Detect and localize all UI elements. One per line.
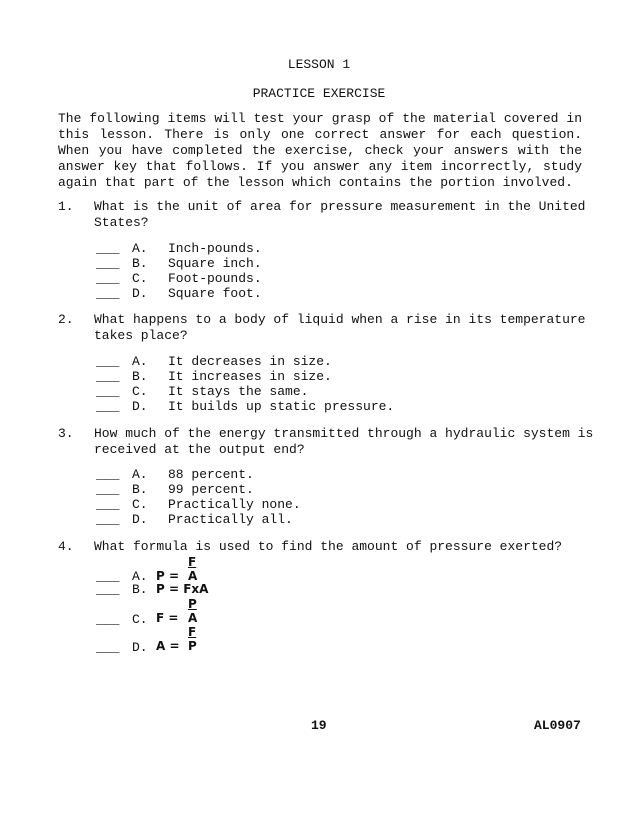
answer-blank[interactable]: ___ [96,482,120,497]
question-line: States? [94,215,149,230]
choice-text: It decreases in size. [168,354,332,369]
page-number: 19 [311,718,327,733]
instructions-line: answer key that follows. If you answer any item incorrectly, study [58,159,582,174]
choice-4d[interactable] [96,640,148,655]
answer-blank[interactable]: ___ [96,286,120,301]
choice-1d[interactable] [96,286,262,301]
choice-letter: B. [132,369,148,384]
choice-text: Square inch. [168,256,262,271]
formula-a-lhs: P = [156,569,180,583]
question-line: received at the output end? [94,442,305,457]
question-line: How much of the energy transmitted through a hydraulic system is [94,426,594,441]
choice-letter: D. [132,399,148,414]
choice-letter: B. [132,256,148,271]
formula-a-denominator: A [188,569,198,583]
formula-d-lhs: A = [156,639,180,653]
question-text [94,312,586,344]
choice-text: 99 percent. [168,482,254,497]
exercise-title: PRACTICE EXERCISE [252,86,386,101]
answer-blank[interactable]: ___ [96,271,120,286]
choice-letter: C. [132,497,148,512]
question-text [94,426,594,458]
question-number: 3. [58,426,74,441]
choice-letter: B. [132,582,148,597]
question-text [94,199,586,231]
answer-blank[interactable]: ___ [96,354,120,369]
question-line: takes place? [94,328,188,343]
document-code: AL0907 [534,718,581,733]
choice-letter: A. [132,241,148,256]
choice-letter: C. [132,384,148,399]
choice-2a[interactable] [96,354,332,369]
answer-blank[interactable]: ___ [96,612,120,627]
instructions-line: again that part of the lesson which contains the portion involved. [58,175,573,190]
choice-letter: C. [132,271,148,286]
question-text [94,539,582,555]
answer-blank[interactable]: ___ [96,241,120,256]
lesson-title: LESSON 1 [287,57,351,72]
choice-letter: A. [132,354,148,369]
choice-3d[interactable] [96,512,293,527]
answer-blank[interactable]: ___ [96,640,120,655]
choice-text: 88 percent. [168,467,254,482]
formula-d-denominator: P [188,639,197,653]
choice-2d[interactable] [96,399,395,414]
choice-text: It stays the same. [168,384,309,399]
choice-1c[interactable] [96,271,262,286]
answer-blank[interactable]: ___ [96,256,120,271]
choice-text: Practically none. [168,497,301,512]
question-number: 2. [58,312,74,327]
choice-3a[interactable] [96,467,254,482]
question-number: 1. [58,199,74,214]
choice-3c[interactable] [96,497,301,512]
formula-c-numerator: P [188,597,197,611]
formula-a-numerator: F [188,555,197,569]
choice-letter: C. [132,612,148,627]
choice-2c[interactable] [96,384,309,399]
answer-blank[interactable]: ___ [96,497,120,512]
instructions-paragraph [58,111,582,191]
choice-1b[interactable] [96,256,262,271]
question-number: 4. [58,539,74,554]
answer-blank[interactable]: ___ [96,512,120,527]
instructions-line: The following items will test your grasp of the material covered in [58,111,582,126]
choice-letter: A. [132,467,148,482]
formula-d-numerator: F [188,625,197,639]
choice-text: Inch-pounds. [168,241,262,256]
choice-1a[interactable] [96,241,262,256]
answer-blank[interactable]: ___ [96,369,120,384]
choice-letter: D. [132,640,148,655]
choice-text: It increases in size. [168,369,332,384]
choice-letter: A. [132,569,148,584]
question-line: What is the unit of area for pressure measurement in the United [94,199,586,214]
question-line: What formula is used to find the amount of pressure exerted? [94,539,563,554]
choice-text: Foot-pounds. [168,271,262,286]
question-line: What happens to a body of liquid when a rise in its temperature [94,312,586,327]
instructions-line: When you have completed the exercise, check your answers with the [58,143,582,158]
choice-text: It builds up static pressure. [168,399,395,414]
choice-3b[interactable] [96,482,254,497]
choice-text: Square foot. [168,286,262,301]
choice-letter: D. [132,512,148,527]
answer-blank[interactable]: ___ [96,399,120,414]
answer-blank[interactable]: ___ [96,582,120,597]
answer-blank[interactable]: ___ [96,384,120,399]
choice-2b[interactable] [96,369,332,384]
choice-4c[interactable] [96,612,148,627]
choice-4b[interactable] [96,582,148,597]
instructions-line: this lesson. There is only one correct answer for each question. [58,127,582,142]
formula-c-denominator: A [188,611,198,625]
formula-b: P = FxA [156,582,209,596]
answer-blank[interactable]: ___ [96,467,120,482]
choice-letter: D. [132,286,148,301]
formula-c-lhs: F = [156,611,179,625]
choice-letter: B. [132,482,148,497]
answer-blank[interactable]: ___ [96,569,120,584]
choice-text: Practically all. [168,512,293,527]
